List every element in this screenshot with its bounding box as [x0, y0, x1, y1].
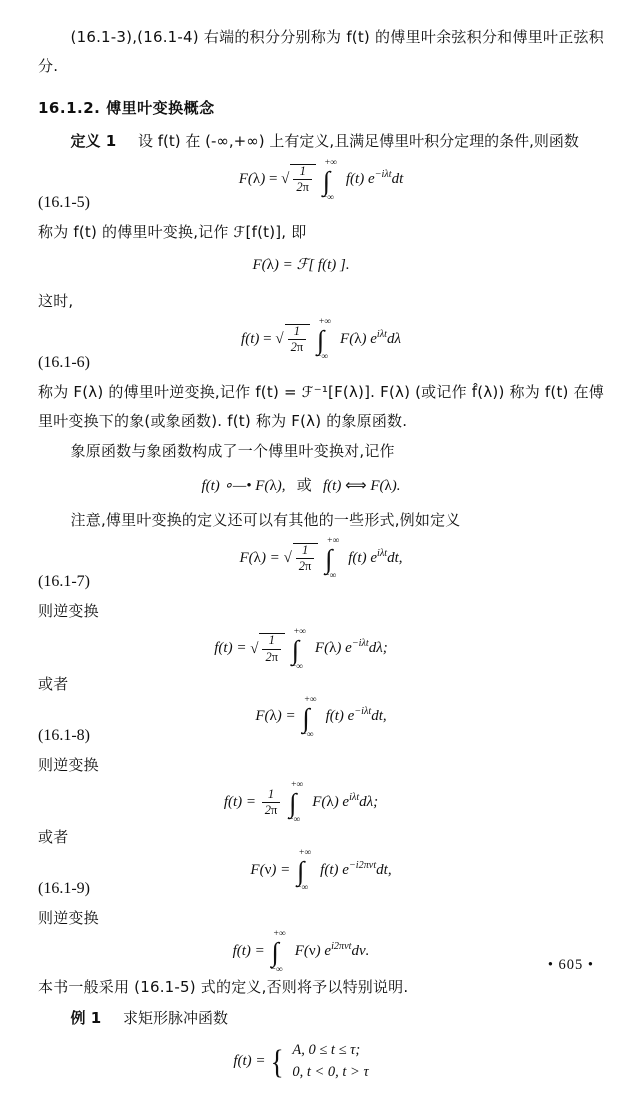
- page-number: • 605 •: [547, 957, 594, 973]
- equation-pair-notation: f(t) ∘—• F(λ), 或 f(t) ⟺ F(λ).: [201, 475, 401, 494]
- paragraph-pair: 象原函数与象函数构成了一个傅里叶变换对,记作: [70, 442, 395, 461]
- equation-16-1-6: f(t) = √ $\frac{1}{2\pi}$ ∫ +∞ −∞ F(λ) $e^{i\lambda t}d\lambda$ (16.1-6): [38, 317, 401, 371]
- label-inverse-2: 则逆变换: [38, 756, 99, 775]
- equation-16-1-9-inverse: f(t) = ∫ +∞ −∞ F(ν) $e^{i2\pi\nu t}d\nu$.: [232, 929, 370, 975]
- equation-number: (16.1-9): [38, 880, 90, 898]
- paragraph-book-convention: 本书一般采用 (16.1-5) 式的定义,否则将予以特别说明.: [38, 978, 409, 997]
- definition-text: 设 f(t) 在 (-∞,+∞) 上有定义,且满足傅里叶积分定理的条件,则函数: [137, 132, 579, 151]
- equation-number: (16.1-8): [38, 727, 90, 745]
- equation-16-1-7: F(λ) = √ $\frac{1}{2\pi}$ ∫ +∞ −∞ f(t) $e^{i\lambda t}dt$, (16.1-7): [38, 536, 403, 590]
- label-or-1: 或者: [38, 674, 69, 693]
- example-text: 求矩形脉冲函数: [122, 1008, 228, 1027]
- label-inverse-1: 则逆变换: [38, 601, 99, 620]
- equation-16-1-8-inverse: f(t) = $\frac{1}{2\pi}$ ∫ +∞ −∞ F(λ) $e^{i\lambda t}d\lambda$;: [223, 780, 379, 826]
- equation-transform-notation: F(λ) = ℱ[ f(t) ].: [252, 256, 350, 273]
- definition-paragraph: [38, 128, 604, 157]
- equation-number: (16.1-7): [38, 572, 90, 590]
- paragraph-note-forms: 注意,傅里叶变换的定义还可以有其他的一些形式,例如定义: [70, 510, 461, 529]
- section-heading: 16.1.2. 傅里叶变换概念: [38, 99, 215, 118]
- label-inverse-3: 则逆变换: [38, 909, 99, 928]
- example-paragraph: [38, 1005, 604, 1034]
- paragraph-intro: (16.1-3),(16.1-4) 右端的积分分别称为 f(t) 的傅里叶余弦积分和傅里叶正弦积分.: [38, 28, 604, 75]
- equation-number: (16.1-5): [38, 194, 90, 212]
- paragraph-called-fourier: 称为 f(t) 的傅里叶变换,记作 ℱ[f(t)], 即: [38, 223, 307, 242]
- equation-16-1-8: F(λ) = ∫ +∞ −∞ f(t) $e^{-i\lambda t}dt$, (16.1-8): [38, 694, 387, 745]
- equation-example-piecewise: f(t) = { A, 0 ≤ t ≤ τ; 0, t < 0, t > τ: [38, 1040, 604, 1086]
- case-2: 0, t < 0, t > τ: [292, 1064, 369, 1081]
- page-content: [38, 24, 604, 1093]
- equation-16-1-7-inverse: f(t) = √ $\frac{1}{2\pi}$ ∫ +∞ −∞ F(λ) $e^{-i\lambda t}d\lambda$;: [214, 626, 388, 673]
- example-label: 例 1: [70, 1008, 102, 1027]
- paragraph-called-inverse: 称为 F(λ) 的傅里叶逆变换,记作 f(t) = ℱ⁻¹[F(λ)]. F(λ) (或记作 f̂(λ)) 称为 f(t) 在傅里叶变换下的象(或象函数). f(t) 称为 F(λ) 的象原函数.: [38, 382, 604, 430]
- definition-label: 定义 1: [70, 132, 117, 151]
- equation-16-1-9: F(ν) = ∫ +∞ −∞ f(t) $e^{-i2\pi\nu t}dt$, (16.1-9): [38, 848, 392, 898]
- equation-number: (16.1-6): [38, 353, 90, 371]
- label-or-2: 或者: [38, 828, 69, 846]
- equation-16-1-5: F(λ) = √ $\frac{1}{2\pi}$ ∫ +∞ −∞ f(t) $e^{-i\lambda t}dt$ (16.1-5): [38, 157, 404, 212]
- case-1: A, 0 ≤ t ≤ τ;: [292, 1042, 361, 1059]
- paragraph-at-this-time: 这时,: [38, 291, 74, 310]
